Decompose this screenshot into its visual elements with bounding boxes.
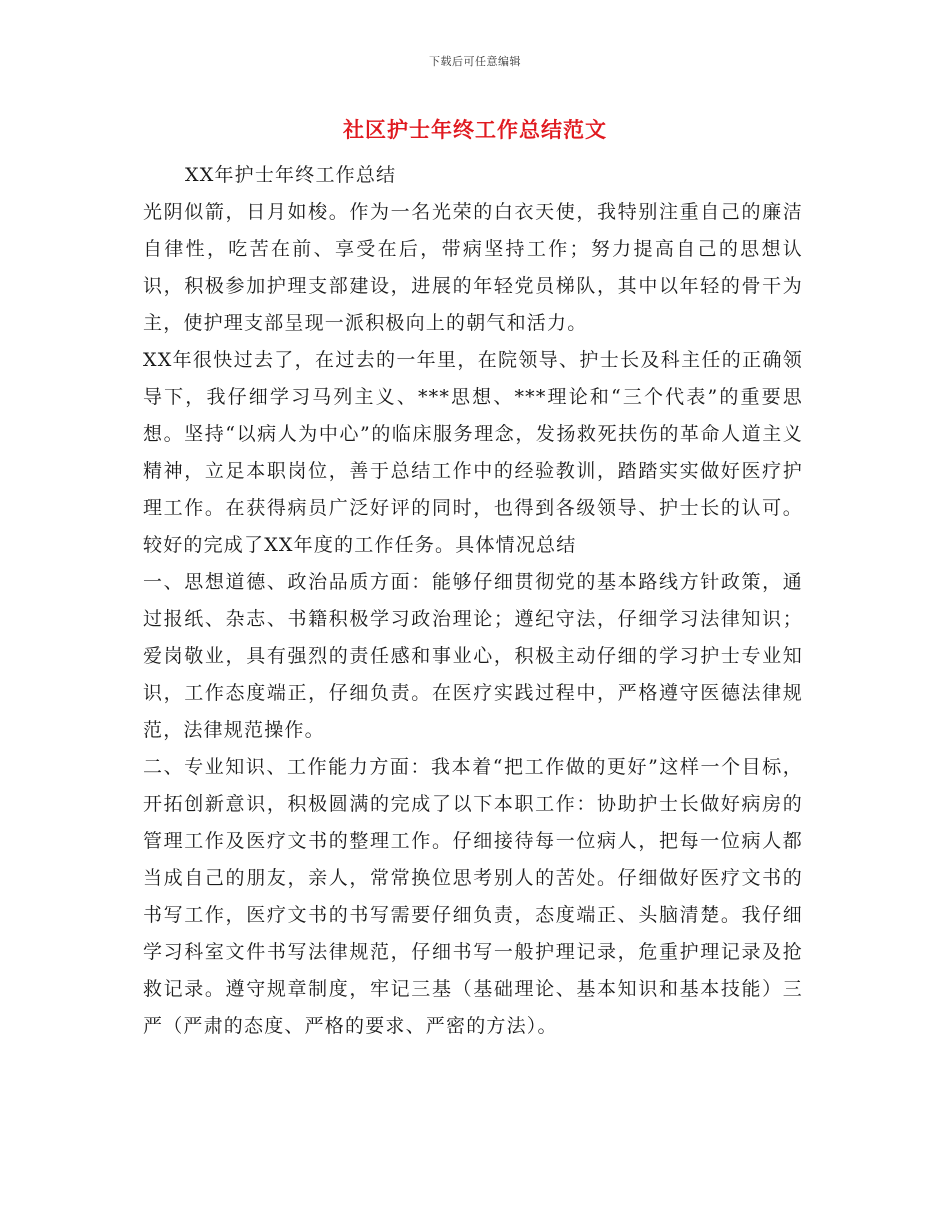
document-title: 社区护士年终工作总结范文 bbox=[343, 117, 607, 142]
document-body bbox=[143, 157, 803, 1045]
header-note: 下载后可任意编辑 bbox=[429, 55, 521, 68]
paragraph-intro: 光阴似箭，日月如梭。作为一名光荣的白衣天使，我特别注重自己的廉洁自律性，吃苦在前、享受在后，带病坚持工作；努力提高自己的思想认识，积极参加护理支部建设，进展的年轻党员梯队，其中以年轻的骨干为主，使护理支部呈现一派积极向上的朝气和活力。 bbox=[143, 201, 803, 334]
paragraph-section-two: 二、专业知识、工作能力方面：我本着“把工作做的更好”这样一个目标，开拓创新意识，积极圆满的完成了以下本职工作：协助护士长做好病房的管理工作及医疗文书的整理工作。仔细接待每一位病人，把每一位病人都当成自己的朋友，亲人，常常换位思考别人的苦处。仔细做好医疗文书的书写工作，医疗文书的书写需要仔细负责，态度端正、头脑清楚。我仔细学习科室文件书写法律规范，仔细书写一般护理记录，危重护理记录及抢救记录。遵守规章制度，牢记三基（基础理论、基本知识和基本技能）三严（严肃的态度、严格的要求、严密的方法）。 bbox=[143, 756, 803, 1037]
paragraph-summary: XX年很快过去了，在过去的一年里，在院领导、护士长及科主任的正确领导下，我仔细学习马列主义、***思想、***理论和“三个代表”的重要思想。坚持“以病人为中心”的临床服务理念，发扬救死扶伤的革命人道主义精神，立足本职岗位，善于总结工作中的经验教训，踏踏实实做好医疗护理工作。在获得病员广泛好评的同时，也得到各级领导、护士长的认可。较好的完成了XX年度的工作任务。具体情况总结 bbox=[143, 349, 803, 556]
paragraph-section-one: 一、思想道德、政治品质方面：能够仔细贯彻党的基本路线方针政策，通过报纸、杂志、书籍积极学习政治理论；遵纪守法，仔细学习法律知识；爱岗敬业，具有强烈的责任感和事业心，积极主动仔细的学习护士专业知识，工作态度端正，仔细负责。在医疗实践过程中，严格遵守医德法律规范，法律规范操作。 bbox=[143, 571, 803, 741]
document-subtitle: XX年护士年终工作总结 bbox=[185, 164, 397, 186]
